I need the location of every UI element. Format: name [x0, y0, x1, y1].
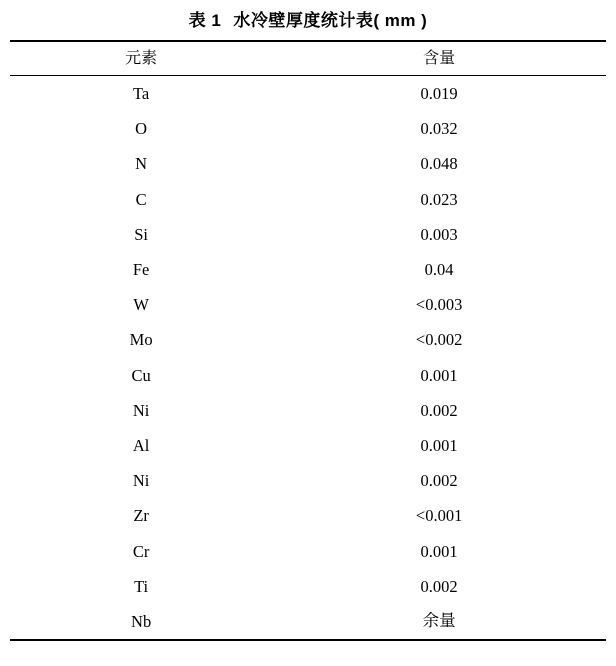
- table-caption-number: 表 1: [188, 11, 222, 30]
- cell-content: 0.001: [420, 436, 458, 456]
- column-header-element: 元素: [125, 50, 158, 67]
- column-header-content: 含量: [423, 50, 456, 67]
- cell-element: Ni: [132, 471, 150, 491]
- cell-content: <0.002: [415, 330, 463, 350]
- cell-element: C: [135, 189, 147, 209]
- cell-element: W: [133, 295, 149, 315]
- cell-content: 0.023: [420, 189, 458, 209]
- composition-table: [10, 42, 606, 75]
- cell-element: Al: [132, 436, 150, 456]
- cell-content: 0.003: [420, 224, 458, 244]
- table-row: [10, 287, 606, 322]
- cell-content: <0.001: [415, 506, 463, 526]
- cell-content: 0.001: [420, 365, 458, 385]
- cell-content: 0.04: [424, 260, 454, 280]
- table-row: [10, 534, 606, 569]
- table-caption: [10, 0, 606, 40]
- table-caption-title: 水冷壁厚度统计表( mm ): [233, 11, 428, 30]
- cell-element: Nb: [131, 612, 152, 632]
- table-row: [10, 498, 606, 533]
- cell-content: 0.032: [420, 119, 458, 139]
- cell-element: Mo: [129, 330, 153, 350]
- cell-element: O: [135, 119, 148, 139]
- table-row: [10, 217, 606, 252]
- table-row: [10, 428, 606, 463]
- cell-content: <0.003: [415, 295, 463, 315]
- cell-content: 0.002: [420, 576, 458, 596]
- table-row: [10, 252, 606, 287]
- cell-content: 0.019: [420, 84, 458, 103]
- table-header: [10, 42, 606, 75]
- table-row: [10, 463, 606, 498]
- table-row: [10, 182, 606, 217]
- table-row: [10, 569, 606, 604]
- table-row: [10, 604, 606, 639]
- cell-element: Cr: [132, 541, 150, 561]
- cell-element: Si: [134, 224, 148, 244]
- cell-content: 0.002: [420, 471, 458, 491]
- table-row: [10, 322, 606, 357]
- cell-content: 0.002: [420, 400, 458, 420]
- cell-element: Ti: [134, 576, 149, 596]
- cell-content: 余量: [422, 612, 456, 631]
- table-body: [10, 76, 606, 639]
- cell-element: Zr: [133, 506, 149, 526]
- table-row: [10, 393, 606, 428]
- cell-element: Fe: [132, 260, 150, 280]
- cell-element: Ni: [132, 400, 150, 420]
- cell-content: 0.048: [420, 154, 458, 174]
- cell-element: N: [135, 154, 148, 174]
- table-header-row: [10, 42, 606, 75]
- table-bottom-rule: [10, 639, 606, 641]
- cell-element: Cu: [131, 365, 151, 385]
- table-row: [10, 111, 606, 146]
- cell-element: Ta: [132, 84, 150, 103]
- table-row: [10, 146, 606, 181]
- table-row: [10, 358, 606, 393]
- composition-table-body: [10, 76, 606, 639]
- table-row: [10, 76, 606, 111]
- cell-content: 0.001: [420, 541, 458, 561]
